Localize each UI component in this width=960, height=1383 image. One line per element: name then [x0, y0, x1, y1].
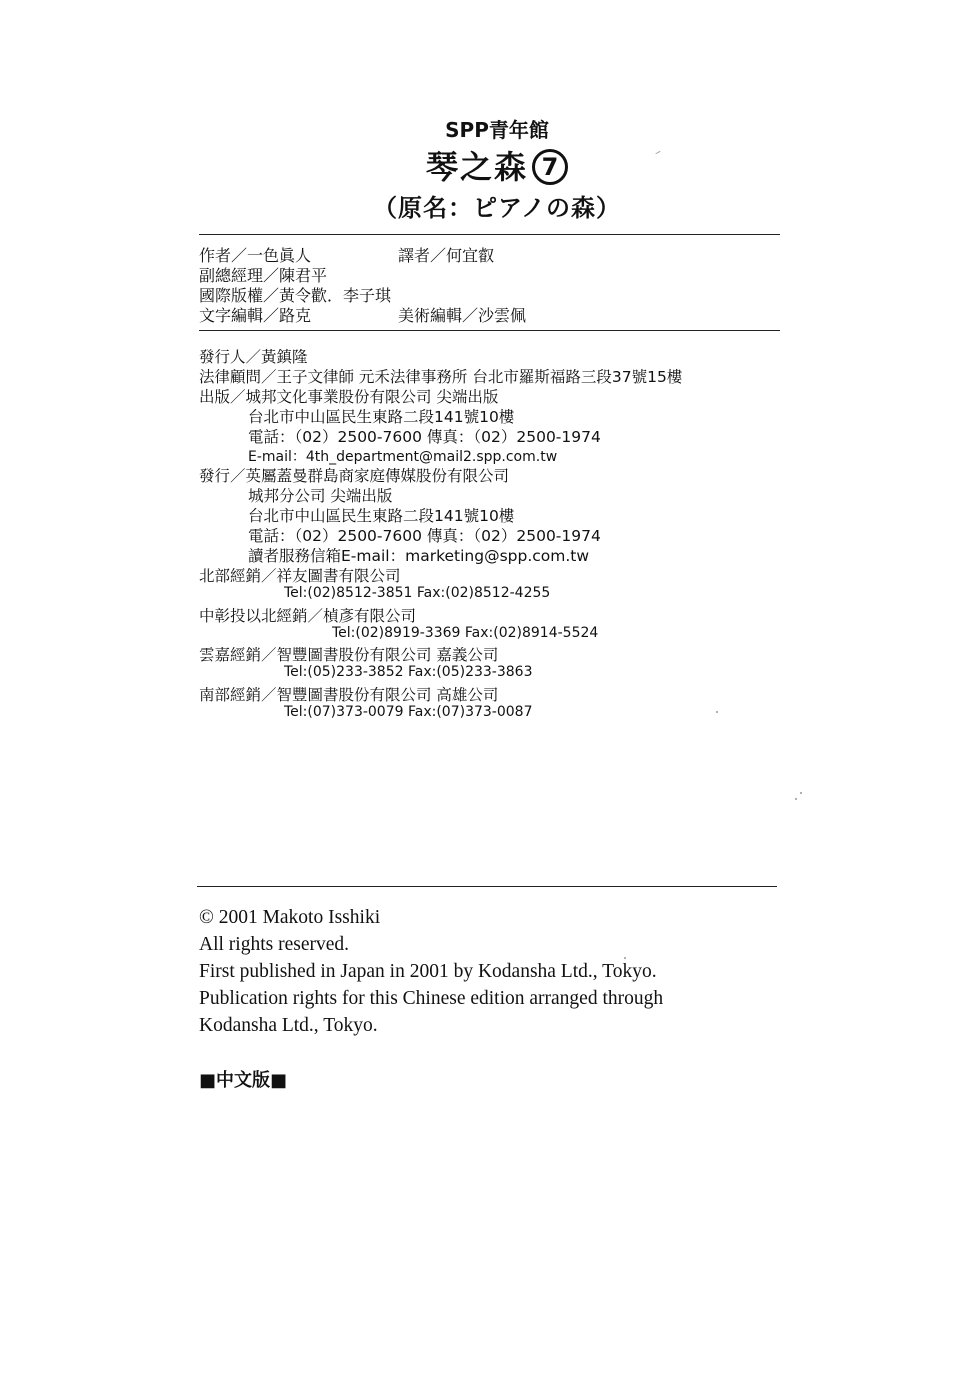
- copyright-block: [199, 904, 663, 1039]
- distributor-phone: 電話：（02）2500-7600 傳真：（02）2500-1974: [248, 527, 601, 545]
- central-distributor: 中彰投以北經銷／楨彥有限公司: [199, 607, 417, 625]
- scan-speck: [716, 711, 718, 713]
- chinese-edition-mark: ■中文版■: [199, 1070, 288, 1091]
- distributor-branch: 城邦分公司 尖端出版: [248, 487, 393, 505]
- credit-author: 作者／一色眞人: [199, 246, 312, 265]
- publisher: 出版／城邦文化事業股份有限公司 尖端出版: [199, 388, 499, 406]
- scan-speck: [795, 798, 797, 800]
- publisher-phone: 電話：（02）2500-7600 傳真：（02）2500-1974: [248, 428, 601, 446]
- copyright-line: © 2001 Makoto Isshiki: [199, 907, 381, 928]
- publisher-email: E-mail：4th_department@mail2.spp.com.tw: [248, 449, 558, 465]
- divider-bottom: [197, 886, 777, 887]
- distributor-address: 台北市中山區民生東路二段141號10樓: [248, 507, 515, 525]
- divider-top: [199, 234, 780, 235]
- legal-advisor: 法律顧問／王子文律師 元禾法律事務所 台北市羅斯福路三段37號15樓: [199, 368, 683, 386]
- south-distributor: 南部經銷／智豐圖書股份有限公司 高雄公司: [199, 686, 499, 704]
- first-published-line: First published in Japan in 2001 by Kodansha Ltd., Tokyo.: [199, 961, 657, 982]
- scan-speck: [800, 792, 802, 794]
- credit-deputy-gm: 副總經理／陳君平: [199, 266, 328, 285]
- distributor: 發行／英屬蓋曼群島商家庭傳媒股份有限公司: [199, 467, 510, 485]
- issuer: 發行人／黃鎮隆: [199, 348, 308, 366]
- credit-translator: 譯者／何宜叡: [398, 246, 495, 265]
- divider-middle: [199, 330, 780, 331]
- chiayi-distributor: 雲嘉經銷／智豐圖書股份有限公司 嘉義公司: [199, 646, 499, 664]
- volume-number-badge: 7: [532, 149, 568, 185]
- rights-line: All rights reserved.: [199, 934, 350, 955]
- series-name: SPP青年館: [445, 118, 549, 142]
- scan-speck: [624, 957, 626, 959]
- central-distributor-tel: Tel:(02)8919-3369 Fax:(02)8914-5524: [332, 625, 599, 641]
- original-title: （原名：ピアノの森）: [372, 194, 622, 222]
- north-distributor-tel: Tel:(02)8512-3851 Fax:(02)8512-4255: [284, 585, 551, 601]
- credit-text-editor: 文字編輯／路克: [199, 306, 312, 325]
- reader-service-email: 讀者服務信箱E-mail：marketing@spp.com.tw: [248, 547, 590, 565]
- publisher-location-line: Kodansha Ltd., Tokyo.: [199, 1015, 378, 1036]
- publisher-address: 台北市中山區民生東路二段141號10樓: [248, 408, 515, 426]
- credit-intl-rights: 國際版權／黃令歡．李子琪: [199, 286, 392, 305]
- credit-art-editor: 美術編輯／沙雲佩: [398, 306, 527, 325]
- publication-rights-line: Publication rights for this Chinese edition arranged through: [199, 988, 664, 1009]
- title-text: 琴之森: [425, 148, 528, 186]
- book-title: [0, 142, 960, 188]
- south-distributor-tel: Tel:(07)373-0079 Fax:(07)373-0087: [284, 704, 533, 720]
- chiayi-distributor-tel: Tel:(05)233-3852 Fax:(05)233-3863: [284, 664, 533, 680]
- north-distributor: 北部經銷／祥友圖書有限公司: [199, 567, 401, 585]
